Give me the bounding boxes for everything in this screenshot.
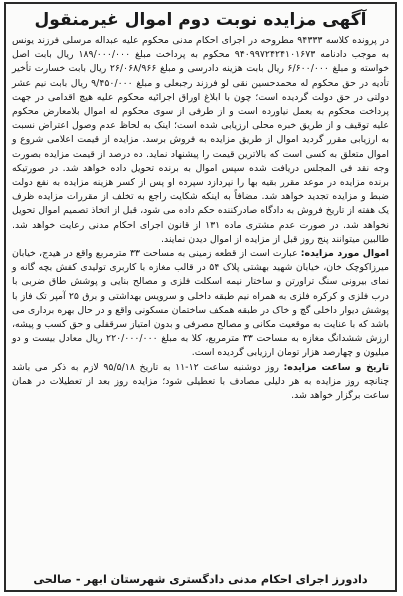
notice-signature: دادورز اجرای احکام مدنی دادگستری شهرستان ابهر - صالحی — [33, 573, 368, 586]
notice-paragraph-intro: در پرونده کلاسه ۹۴۳۳۳ مطروحه در اجرای احکام مدنی محکوم علیه عبداله مرسلی فرزند یونس به موجب دادنامه ۹۴۰۹۹۷۲۴۲۴۱۰۱۶۷۳ محکوم به پرداخت مبلغ ۱۸۹/۰۰۰/۰۰۰ ریال بابت اصل خواسته و مبلغ ۶/۶۰۰/۰۰۰ ریال بابت هزینه دادرسی و مبلغ ۲۶/۰۶۸/۹۶۶ ریال بابت خسارت تأخیر تأدیه در حق محکوم له محمدحسین نقی لو فرزند رجبعلی و مبلغ ۹/۴۵۰/۰۰۰ ریال بابت نیم عشر دولتی در حق دولت گردیده است؛ چون با ابلاغ اوراق اجرائیه محکوم علیه هیچ اقدامی در جهت پرداخت محکوم به بعمل نیاورده است و از طرفی از سوی محکوم له اموال بلامعارض محکوم علیه توقیف و از طریق خبره محلی ارزیابی شده است؛ اینک به لحاظ عدم وصول اعتراض نسبت به ارزیابی مقرر گردید اموال از طریق مزایده به فروش برسد. مزایده از قیمت اعلامی شروع و اموال متعلق به کسی است که بالاترین قیمت را پیشنهاد نماید. ده درصد از قیمت مزایده بصورت وجه نقد فی المجلس دریافت شده سپس اموال به برنده تحویل داده خواهد شد. در صورتیکه برنده مزایده در موعد مقرر بقیه بها را نپردازد سپرده او پس از کسر هزینه مزایده به نفع دولت ضبط و مزایده تجدید خواهد شد. مضافاً به اینکه شکایت راجع به تخلف از مقررات مزایده ظرف یک هفته از تاریخ فروش به دادگاه صادرکننده حکم داده می شود، قبل از اتخاذ تصمیم اموال تحویل نخواهد شد. در صورت عدم مشتری ماده ۱۳۱ از قانون اجرای احکام مدنی رعایت خواهد شد. طالبین میتوانند پنج روز قبل از مزایده از اموال دیدن نمایند. — [12, 35, 389, 245]
notice-paragraph-datetime: تاریخ و ساعت مزایده: روز دوشنبه ساعت ۱۲-۱۱ به تاریخ ۹۵/۵/۱۸ لازم به ذکر می باشد چنانچه روز مزایده به هر دلیلی مصادف با تعطیلی شود؛ مزایده روز بعد از تعطیلات در همان ساعت برگزار خواهد شد. — [12, 361, 389, 402]
notice-paragraph-property: اموال مورد مزایده: عبارت است از قطعه زمینی به مساحت ۳۳ مترمربع واقع در هیدج، خیابان میرزاکوچک خان، خیابان شهید بهشتی پلاک ۵۴ در قالب مغازه با کاربری تولیدی کفش بچه گانه و نمای بیرونی سنگ تراورتن و ساختار نیمه اسکلت فلزی و مصالح بنایی و پوشش طاق ضربی با درب فلزی و کرکره فلزی به همراه نیم طبقه داخلی و سرویس بهداشتی و برق ۲۵ آمپر تک فاز با پوشش دیوار داخلی گچ و خاک در طبقه همکف ساختمان مسکونی واقع و در حال بهره برداری می باشد که با عنایت به موقعیت مکانی و مصالح مصرفی و بدون امتیاز سرقفلی و حق کسب و پیشه، ارزش ششدانگ مغازه به مساحت ۳۳ مترمربع، کلا به مبلغ ۲۲۰/۰۰۰/۰۰۰ ریال معادل بیست و دو میلیون و چهارصد هزار تومان ارزیابی گردیده است. — [12, 248, 390, 359]
datetime-label: تاریخ و ساعت مزایده: — [283, 361, 389, 373]
property-label: اموال مورد مزایده: — [300, 248, 390, 260]
auction-notice — [4, 2, 397, 592]
notice-body — [6, 32, 395, 403]
notice-title: آگهی مزایده نوبت دوم اموال غیرمنقول — [34, 10, 367, 30]
